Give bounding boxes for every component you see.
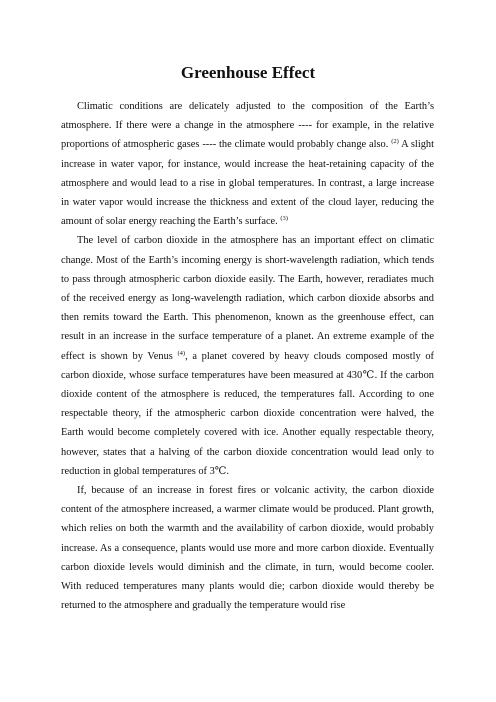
paragraph-text: Climatic conditions are delicately adjusted to the composition of the Earth’s atmosphere. If there were a change in the atmosphere ---- for example, in the relative proportions of atmospheric gases ---- the climate would probably change also. [61, 101, 434, 151]
paragraph-1 [61, 97, 434, 231]
paragraph-2 [61, 231, 434, 481]
citation-marker: (2) [391, 138, 399, 146]
citation-marker: (3) [280, 215, 288, 223]
paragraph-text: , a planet covered by heavy clouds composed mostly of carbon dioxide, whose surface temperatures have been measured at 430℃. If the carbon dioxide content of the atmosphere is reduced, the temperatures fall. According to one respectable theory, if the atmospheric carbon dioxide concentration were halved, the Earth would become completely covered with ice. Another equally respectable theory, however, states that a halving of the carbon dioxide concentration would lead only to reduction in global temperatures of 3℃. [61, 350, 435, 477]
document-title: Greenhouse Effect [180, 63, 316, 82]
paragraph-text: A slight increase in water vapor, for instance, would increase the heat-retaining capacity of the atmosphere and would lead to a rise in global temperatures. In contrast, a large increase in water vapor would increase the thickness and extent of the cloud layer, reducing the amount of solar energy reaching the Earth’s surface. [61, 139, 434, 228]
document-body [61, 97, 434, 615]
citation-marker: (4) [177, 349, 186, 357]
paragraph-text: The level of carbon dioxide in the atmosphere has an important effect on climatic change. Most of the Earth’s incoming energy is short-wavelength radiation, which tends to pass through atmospheric carbon dioxide easily. The Earth, however, reradiates much of the received energy as long-wavelength radiation, which carbon dioxide absorbs and then remits toward the Earth. This phenomenon, known as the greenhouse effect, can result in an increase in the surface temperature of a planet. An extreme example of the effect is shown by Venus [61, 235, 434, 362]
paragraph-3 [61, 481, 434, 615]
paragraph-text: If, because of an increase in forest fires or volcanic activity, the carbon dioxide content of the atmosphere increased, a warmer climate would be produced. Plant growth, which relies on both the warmth and the availability of carbon dioxide, would probably increase. As a consequence, plants would use more and more carbon dioxide. Eventually carbon dioxide levels would diminish and the climate, in turn, would become cooler. With reduced temperatures many plants would die; carbon dioxide would thereby be returned to the atmosphere and gradually the temperature would rise [61, 485, 434, 612]
